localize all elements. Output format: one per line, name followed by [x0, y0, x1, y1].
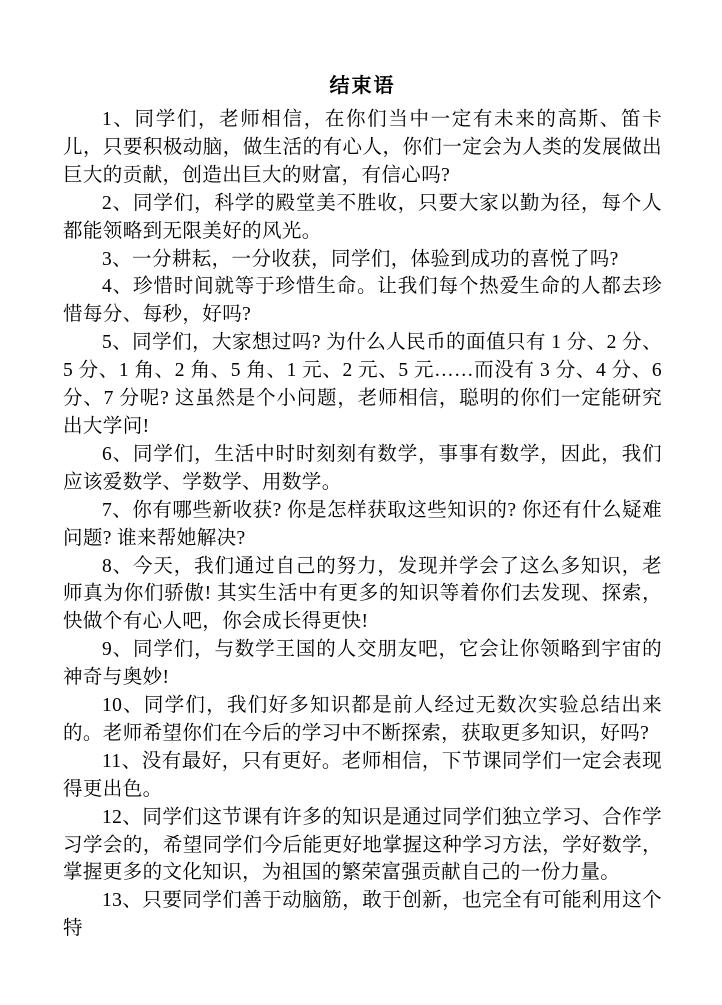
- paragraph-7: 7、你有哪些新收获? 你是怎样获取这些知识的? 你还有什么疑难问题? 谁来帮她解决?: [63, 499, 662, 549]
- paragraph-3: 3、一分耕耘，一分收获，同学们，体验到成功的喜悦了吗?: [102, 248, 619, 270]
- paragraph-5: 5、同学们，大家想过吗? 为什么人民币的面值只有 1 分、2 分、5 分、1 角、2 角、5 角、1 元、2 元、5 元……而没有 3 分、4 分、6 分、7 分呢? 这虽然是个小问题，老师相信，聪明的你们一定能研究出大学问!: [63, 332, 662, 437]
- paragraph-10: 10、同学们，我们好多知识都是前人经过无数次实验总结出来的。老师希望你们在今后的学习中不断探索，获取更多知识，好吗?: [63, 695, 662, 744]
- document-body: [63, 106, 662, 943]
- paragraph-8: 8、今天，我们通过自己的努力，发现并学会了这么多知识，老师真为你们骄傲! 其实生活中有更多的知识等着你们去发现、探索，快做个有心人吧，你会成长得更快!: [63, 555, 662, 633]
- paragraph-6: 6、同学们，生活中时时刻刻有数学，事事有数学，因此，我们应该爱数学、学数学、用数学。: [63, 443, 662, 493]
- paragraph-9: 9、同学们，与数学王国的人交朋友吧，它会让你领略到宇宙的神奇与奥妙!: [63, 639, 662, 689]
- paragraph-12: 12、同学们这节课有许多的知识是通过同学们独立学习、合作学习学会的，希望同学们今后能更好地掌握这种学习方法，学好数学，掌握更多的文化知识，为祖国的繁荣富强贡献自己的一份力量。: [63, 806, 662, 884]
- document-title: 结束语: [329, 75, 396, 97]
- paragraph-11: 11、没有最好，只有更好。老师相信，下节课同学们一定会表现得更出色。: [63, 750, 662, 800]
- paragraph-2: 2、同学们，科学的殿堂美不胜收，只要大家以勤为径，每个人都能领略到无限美好的风光。: [63, 192, 662, 242]
- paragraph-1: 1、同学们，老师相信，在你们当中一定有未来的高斯、笛卡儿，只要积极动脑，做生活的有心人，你们一定会为人类的发展做出巨大的贡献，创造出巨大的财富，有信心吗?: [63, 109, 662, 186]
- paragraph-13: 13、只要同学们善于动脑筋，敢于创新，也完全有可能利用这个特: [63, 890, 662, 940]
- paragraph-4: 4、珍惜时间就等于珍惜生命。让我们每个热爱生命的人都去珍惜每分、每秒，好吗?: [63, 276, 662, 326]
